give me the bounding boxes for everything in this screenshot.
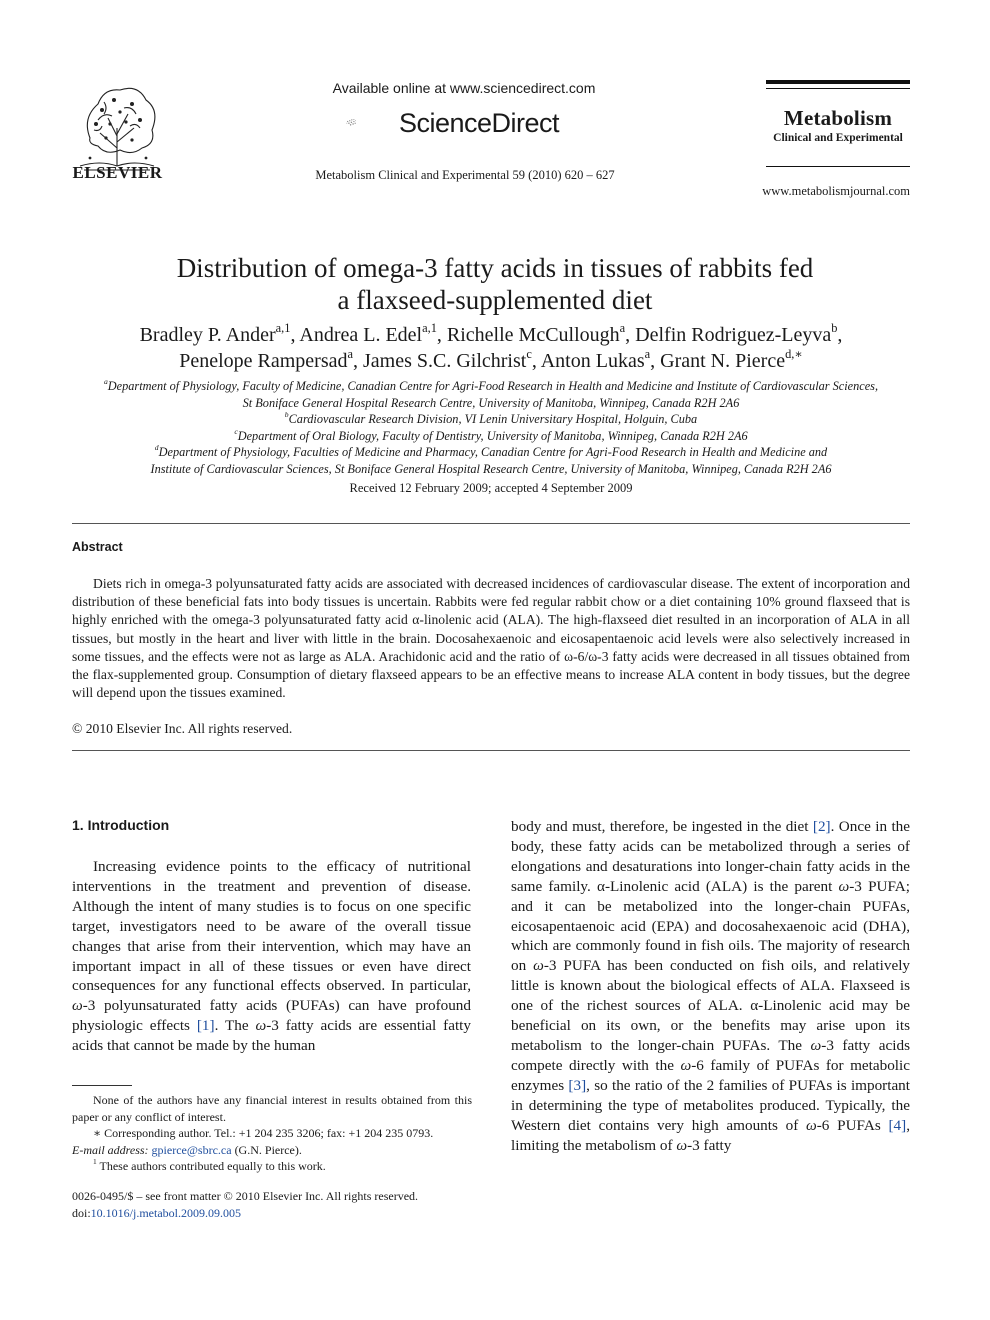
author-affiliation-mark: d,∗ — [785, 347, 803, 362]
equal-contribution-footnote: $^1$ These authors contributed equally to this work. — [93, 1157, 326, 1173]
right-column-text: body and must, therefore, be ingested in the diet [2]. Once in the body, these fatty acids can be metabolized through a series of elongations and desaturations into longer-chain fatty acids in the same family. α-Linolenic acid (ALA) is the parent ω-3 PUFA; and it can be metabolized into the longer-chain PUFAs, eicosapentaenoic acid (EPA) and docosahexaenoic acid (DHA), which are commonly found in fish oils. The majority of research on ω-3 PUFA has been conducted on fish oils, and relatively little is known about the biological effects of ALA. Flaxseed is one of the richest sources of ALA. α-Linolenic acid may be beneficial on its own, or the benefits may arise upon its metabolism to the longer-chain PUFAs. The ω-3 fatty acids compete directly with the ω-6 family of PUFAs for metabolic enzymes [3], so the ratio of the 2 families of PUFAs is important in determining the type of metabolites produced. Typically, the Western diet contains very high amounts of ω-6 PUFAs [4], limiting the metabolism of ω-3 fatty — [511, 818, 911, 1154]
reference-link[interactable]: [1] — [196, 1017, 215, 1035]
journal-rule-thin — [766, 88, 910, 89]
omega-symbol: ω — [680, 1056, 692, 1074]
author-name: Delfin Rodriguez-Leyva — [635, 324, 832, 346]
abstract-top-rule — [72, 523, 910, 524]
affiliation-c: $^c$Department of Oral Biology, Faculty of Dentistry, University of Manitoba, Winnipeg, Canada R2H 2A6 — [234, 426, 748, 443]
omega-symbol: ω — [810, 1036, 822, 1054]
abstract-copyright: © 2010 Elsevier Inc. All rights reserved. — [72, 721, 293, 736]
abstract-heading: Abstract — [72, 540, 123, 554]
author-affiliation-mark: a — [644, 347, 651, 362]
issn-line: 0026-0495/$ – see front matter © 2010 Elsevier Inc. All rights reserved. — [72, 1189, 419, 1203]
publisher-name: ELSEVIER — [72, 163, 163, 182]
conflict-footnote: None of the authors have any financial interest in results obtained from this paper or any conflict of interest. — [72, 1093, 472, 1124]
journal-title: Metabolism — [783, 106, 893, 130]
omega-symbol: ω — [72, 997, 83, 1015]
author-affiliation-mark: c — [526, 347, 532, 362]
email-link[interactable]: gpierce@sbrc.ca — [151, 1142, 232, 1157]
front-matter — [72, 1188, 472, 1221]
reference-link[interactable]: [3] — [568, 1076, 587, 1094]
available-online-text[interactable]: Available online at www.sciencedirect.com — [332, 80, 596, 96]
sciencedirect-wordmark: ScienceDirect — [399, 108, 560, 138]
section-heading: 1. Introduction — [72, 817, 170, 833]
omega-symbol: ω — [255, 1017, 267, 1035]
omega-symbol: ω — [533, 957, 544, 975]
doi-link[interactable]: 10.1016/j.metabol.2009.09.005 — [90, 1205, 241, 1220]
author-list: Bradley P. Ander$^{a,1}$, Andrea L. Edel$^{a,1}$, Richelle McCullough$^a$, Delfin Rodriguez-Leyva$^b$, Penelope Rampersad$^a$, James S.C. Gilchrist$^c$, Anton Lukas$^a$, Grant N. Pierce$^{d,∗}$ — [139, 321, 843, 372]
affiliation-b: $^b$Cardiovascular Research Division, VI Lenin Universitary Hospital, Holguin, Cuba — [284, 410, 698, 426]
omega-symbol: ω — [838, 877, 850, 895]
abstract-bottom-rule — [72, 750, 910, 751]
corresponding-footnote: ∗ Corresponding author. Tel.: +1 204 235 3206; fax: +1 204 235 0793. — [93, 1126, 434, 1140]
author-affiliation-mark: a,1 — [422, 321, 437, 336]
author-affiliation-mark: a — [347, 347, 353, 362]
omega-symbol: ω — [806, 1116, 817, 1134]
abstract-text: Diets rich in omega-3 polyunsaturated fatty acids are associated with decreased incidences of cardiovascular disease. The extent of incorporation and distribution of these beneficial fats into body tissues is uncertain. Rabbits were fed regular rabbit chow or a diet containing 10% ground flaxseed that is highly enriched with the omega-3 polyunsaturated fatty acid α-linolenic acid (ALA). The high-flaxseed diet resulted in an incorporation of ALA in all tissues, but mostly in the heart and liver with little in the brain. Docosahexaenoic and eicosapentaenoic acid levels were also selectively increased in some tissues, and the effects were not as large as ALA. Arachidonic acid and the ratio of ω-6/ω-3 fatty acids were decreased in all tissues obtained from the flax-supplemented group. Consumption of dietary flaxseed appears to be an effective means to increase ALA content in body tissues, but the degree will depend upon the tissues examined. — [72, 576, 910, 701]
omega-symbol: ω — [676, 1136, 688, 1154]
article-title — [80, 252, 910, 316]
affiliation-d: $^d$Department of Physiology, Faculties of Medicine and Pharmacy, Canadian Centre for Agri-Food Research in Health and Medicine and Institute of Cardiovascular Sciences, St Boniface General Hospital Research Centre, University of Manitoba, Winnipeg, Canada R2H 2A6 — [150, 443, 832, 476]
title-line-2: a flaxseed-supplemented diet — [337, 285, 653, 315]
author-name: Andrea L. Edel — [299, 324, 423, 346]
author-name: James S.C. Gilchrist — [362, 350, 527, 372]
journal-rule-thick — [766, 80, 910, 84]
author-affiliation-mark: a,1 — [275, 321, 291, 336]
affiliation-a: $^a$Department of Physiology, Faculty of Medicine, Canadian Centre for Agri-Food Research in Health and Medicine and Institute of Cardiovascular Sciences, St Boniface General Hospital Research Centre, University of Manitoba, Winnipeg, Canada R2H 2A6 — [103, 377, 879, 410]
received-dates: Received 12 February 2009; accepted 4 September 2009 — [349, 481, 633, 495]
author-name: Grant N. Pierce — [660, 350, 786, 372]
journal-rule-bottom — [766, 166, 910, 167]
journal-subtitle: Clinical and Experimental — [773, 132, 903, 144]
affiliations — [72, 378, 910, 477]
journal-url[interactable]: www.metabolismjournal.com — [762, 184, 910, 198]
author-name: Bradley P. Ander — [139, 324, 276, 346]
author-affiliation-mark: b — [831, 321, 838, 336]
footnote-rule — [72, 1085, 132, 1086]
author-name: Richelle McCullough — [446, 324, 620, 346]
email-footnote: E-mail address: gpierce@sbrc.ca (G.N. Pierce). — [72, 1142, 302, 1157]
doi-line: doi:10.1016/j.metabol.2009.09.005 — [72, 1205, 241, 1220]
left-column-text: Increasing evidence points to the efficacy of nutritional interventions in the treatment and prevention of disease. Although the intent of many studies is to focus on one specific target, investigators need to be aware of the overall tissue changes that arise from their intervention, which may have an important impact in all of these tissues or even have direct consequences for any functional effects observed. In particular, ω-3 polyunsaturated fatty acids (PUFAs) can have profound physiologic effects [1]. The ω-3 fatty acids are essential fatty acids that cannot be made by the human — [72, 858, 471, 1055]
sciencedirect-dots-icon — [346, 102, 398, 144]
abstract-body — [72, 575, 910, 702]
journal-citation: Metabolism Clinical and Experimental 59 (2010) 620 – 627 — [315, 168, 615, 182]
author-affiliation-mark: a — [619, 321, 626, 336]
author-name: Penelope Rampersad — [179, 350, 348, 372]
reference-link[interactable]: [2] — [812, 818, 831, 835]
title-line-1: Distribution of omega-3 fatty acids in tissues of rabbits fed — [176, 253, 814, 283]
reference-link[interactable]: [4] — [888, 1116, 907, 1134]
author-name: Anton Lukas — [540, 350, 645, 372]
footnotes — [72, 1092, 472, 1175]
